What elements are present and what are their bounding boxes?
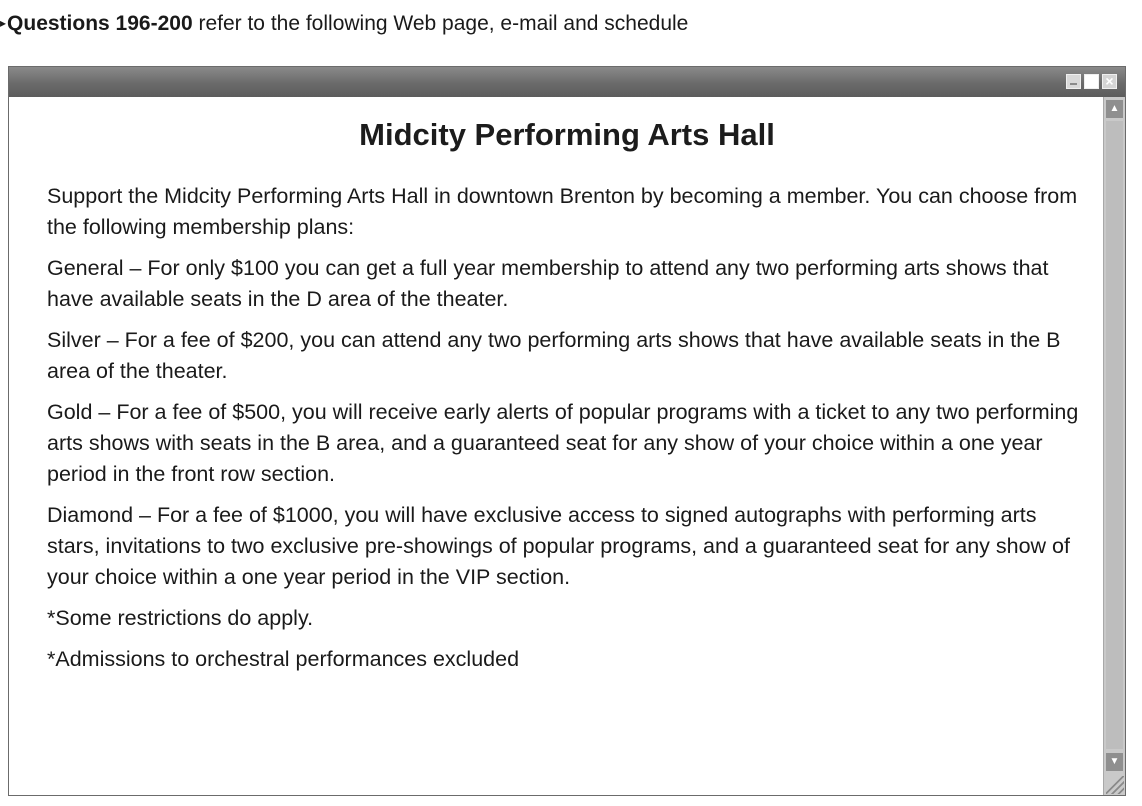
close-icon[interactable]: × (1102, 74, 1117, 89)
question-header (0, 10, 688, 37)
plan-gold: Gold – For a fee of $500, you will receive early alerts of popular programs with a ticket to any two performing arts shows with seats in the B area, and a guaranteed seat for any show of your choice within a one year period in the front row section. (47, 400, 1079, 486)
resize-grip-icon[interactable] (1106, 776, 1124, 794)
browser-window (8, 66, 1126, 796)
plan-general: General – For only $100 you can get a full year membership to attend any two performing arts shows that have available seats in the D area of the theater. (47, 256, 1049, 311)
minimize-icon[interactable] (1066, 74, 1081, 89)
note-orchestral: *Admissions to orchestral performances excluded (47, 647, 520, 671)
question-text: refer to the following Web page, e-mail and schedule (192, 12, 689, 35)
maximize-icon[interactable] (1084, 74, 1099, 89)
question-range: Questions 196-200 (7, 12, 193, 35)
intro-paragraph: Support the Midcity Performing Arts Hall in downtown Brenton by becoming a member. You can choose from the following membership plans: (47, 184, 1078, 239)
plan-diamond: Diamond – For a fee of $1000, you will have exclusive access to signed autographs with performing arts stars, invitations to two exclusive pre-showings of popular programs, and a guaranteed seat for any show of your choice within a one year period in the VIP section. (47, 503, 1070, 589)
plan-silver: Silver – For a fee of $200, you can attend any two performing arts shows that have available seats in the B area of the theater. (47, 328, 1061, 383)
note-restrictions: *Some restrictions do apply. (47, 606, 314, 630)
bullet-arrow-icon: ▸ (0, 16, 7, 30)
scroll-up-icon[interactable]: ▲ (1106, 100, 1123, 118)
window-controls (1066, 74, 1117, 89)
page-title: Midcity Performing Arts Hall (359, 117, 775, 152)
window-titlebar (9, 67, 1125, 97)
scroll-down-icon[interactable]: ▼ (1106, 753, 1123, 771)
page-content (47, 97, 1087, 675)
scroll-thumb[interactable] (1106, 121, 1123, 749)
vertical-scrollbar[interactable] (1103, 97, 1125, 795)
